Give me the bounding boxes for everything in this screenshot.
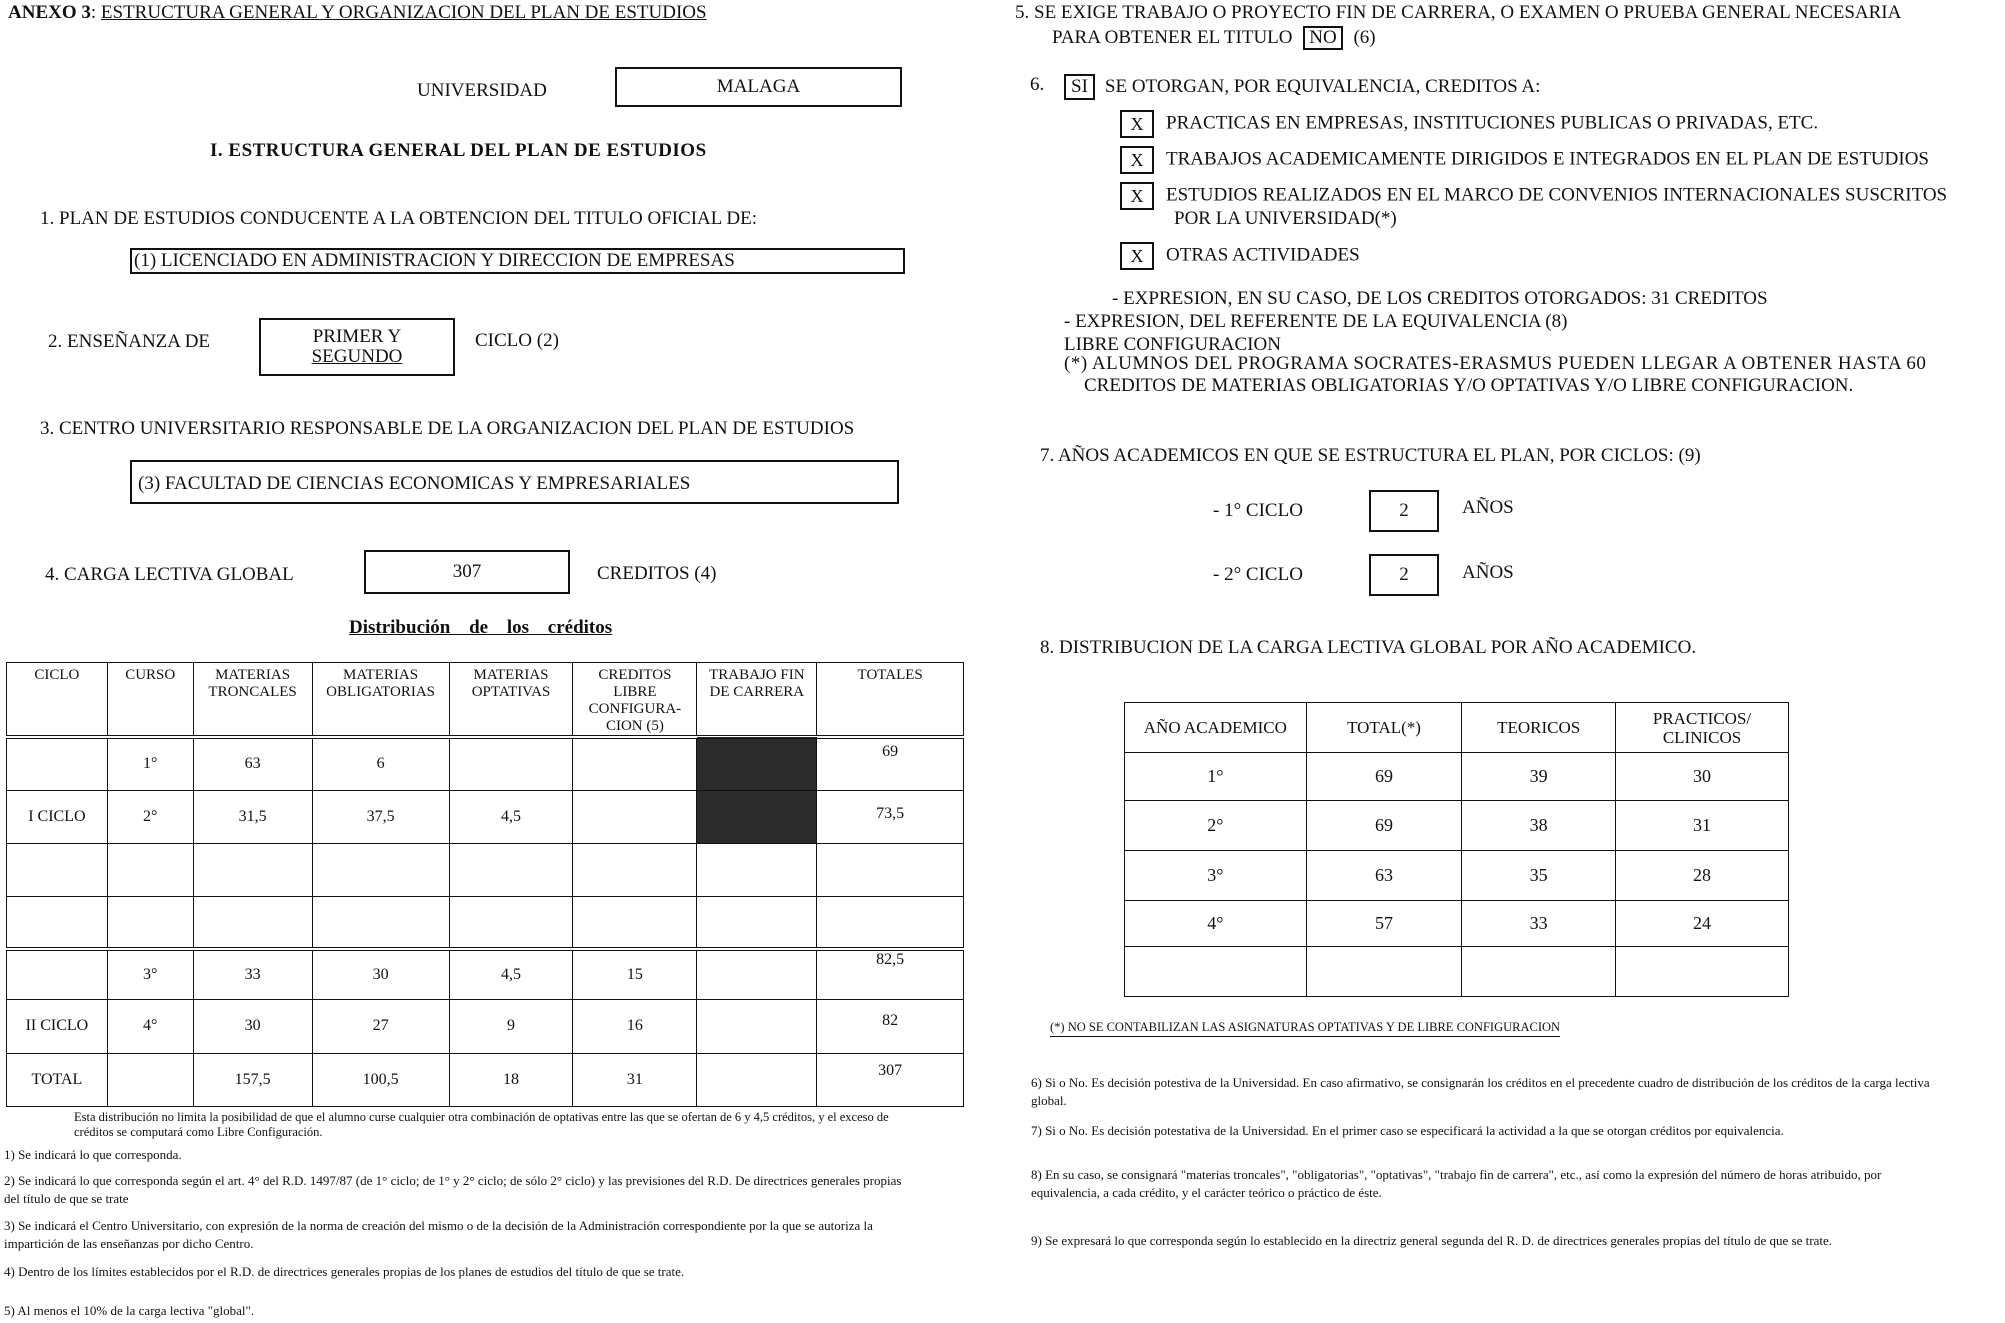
- q5-answer-box: NO: [1303, 26, 1342, 50]
- q8-cell-teoricos: 39: [1462, 753, 1616, 801]
- q8-cell-teoricos: 35: [1462, 851, 1616, 901]
- cell-ciclo: II CICLO: [7, 999, 108, 1053]
- q8-cell-total: 57: [1306, 901, 1462, 947]
- right-footnote-8: 8) En su caso, se consignará "materias troncales", "obligatorias", "optativas", "trabajo fin de carrera", etc., así como la expresión del número de horas atribuido, por equivalencia, a cada crédito, y el carácter teórico o práctico de éste.: [1031, 1167, 1882, 1200]
- cell-totales: 82,5: [817, 949, 964, 999]
- q7-cycle2-suffix: AÑOS: [1462, 562, 1514, 583]
- cell-obligatorias: [312, 843, 449, 896]
- q8-note: (*) NO SE CONTABILIZAN LAS ASIGNATURAS OPTATIVAS Y DE LIBRE CONFIGURACION: [1050, 1020, 1560, 1037]
- right-footnote-6: 6) Si o No. Es decisión potestiva de la Universidad. En caso afirmativo, se consignarán los créditos en el precedente cuadro de distribución de los créditos de la carga lectiva global.: [1031, 1075, 1930, 1108]
- q6-item: [1120, 242, 1360, 270]
- cell-totales: [817, 896, 964, 949]
- q7-cycle2-label: - 2° CICLO: [1213, 564, 1303, 585]
- cell-optativas: 9: [449, 999, 573, 1053]
- q8-cell-total: [1306, 947, 1462, 997]
- left-footnote-2: 2) Se indicará lo que corresponda según el art. 4° del R.D. 1497/87 (de 1° ciclo; de 1° y 2° ciclo; de sólo 2° ciclo) y las previsiones del R.D. De directrices generales propias del título de que se trate: [4, 1173, 902, 1206]
- cell-trabajo: [697, 999, 817, 1053]
- q2-suffix: CICLO (2): [475, 330, 559, 351]
- header-troncales: MATERIAS TRONCALES: [193, 663, 312, 738]
- table-row: [7, 737, 964, 790]
- cell-curso: 2°: [107, 790, 193, 843]
- header-trabajo-fin: TRABAJO FIN DE CARRERA: [697, 663, 817, 738]
- q6-item: [1120, 182, 1947, 210]
- cell-totales: 73,5: [817, 790, 964, 843]
- university-label: UNIVERSIDAD: [417, 80, 547, 101]
- q8-header-practicos: PRACTICOS/ CLINICOS: [1616, 703, 1789, 753]
- q8-cell-practicos: 31: [1616, 801, 1789, 851]
- q5-suffix: (6): [1353, 27, 1376, 48]
- q2-cycle-field: [259, 318, 455, 376]
- table-row: [7, 843, 964, 896]
- cell-ciclo: [7, 737, 108, 790]
- q8-cell-anio: 2°: [1125, 801, 1307, 851]
- q6-answer-box: SI: [1064, 74, 1095, 100]
- q7-cycle1-label: - 1° CICLO: [1213, 500, 1303, 521]
- table-row: [7, 999, 964, 1053]
- q8-header-teoricos: TEORICOS: [1462, 703, 1616, 753]
- cell-optativas: [449, 737, 573, 790]
- cell-ciclo: I CICLO: [7, 790, 108, 843]
- cell-libre: [573, 896, 697, 949]
- q8-row: [1125, 901, 1789, 947]
- cell-trabajo-shaded: [697, 790, 817, 843]
- left-footnote-3: 3) Se indicará el Centro Universitario, con expresión de la norma de creación del mismo o de la decisión de la Administración correspondiente por la que se autoriza la impartición de las enseñanzas por dicho Centro.: [4, 1218, 873, 1251]
- q7-cycle2-field: 2: [1369, 554, 1439, 596]
- cell-curso: [107, 843, 193, 896]
- cell-obligatorias: 100,5: [312, 1053, 449, 1106]
- q6-number: 6.: [1030, 74, 1045, 95]
- cell-obligatorias: 30: [312, 949, 449, 999]
- q7-label: 7. AÑOS ACADEMICOS EN QUE SE ESTRUCTURA EL PLAN, POR CICLOS: (9): [1040, 445, 1701, 466]
- q8-cell-practicos: 28: [1616, 851, 1789, 901]
- right-footnote-7: 7) Si o No. Es decisión potestativa de la Universidad. En el primer caso se especificará la actividad a la que se otorgan créditos por equivalencia.: [1031, 1123, 1784, 1138]
- q4-suffix: CREDITOS (4): [597, 563, 717, 584]
- header-libre-configuracion: CREDITOS LIBRE CONFIGURA-CION (5): [573, 663, 697, 738]
- q3-label: 3. CENTRO UNIVERSITARIO RESPONSABLE DE LA ORGANIZACION DEL PLAN DE ESTUDIOS: [40, 418, 855, 439]
- expr-referente: - EXPRESION, DEL REFERENTE DE LA EQUIVALENCIA (8): [1064, 311, 1568, 332]
- cell-ciclo: [7, 949, 108, 999]
- q8-row: [1125, 851, 1789, 901]
- q2-label: 2. ENSEÑANZA DE: [48, 331, 211, 352]
- annex-title: ESTRUCTURA GENERAL Y ORGANIZACION DEL PLAN DE ESTUDIOS: [100, 2, 707, 23]
- table-row: [7, 896, 964, 949]
- cell-libre: [573, 843, 697, 896]
- left-footnote-1: 1) Se indicará lo que corresponda.: [4, 1147, 182, 1162]
- checkbox-x: X: [1120, 110, 1154, 138]
- cell-curso: 4°: [107, 999, 193, 1053]
- q8-row: [1125, 753, 1789, 801]
- q8-header-total: TOTAL(*): [1306, 703, 1462, 753]
- q6-item: [1120, 146, 1929, 174]
- q6-label: SE OTORGAN, POR EQUIVALENCIA, CREDITOS A:: [1104, 76, 1541, 97]
- cell-totales: 82: [817, 999, 964, 1053]
- cell-totales: 307: [817, 1053, 964, 1106]
- cell-optativas: 4,5: [449, 949, 573, 999]
- q6-item-text: OTRAS ACTIVIDADES: [1166, 244, 1360, 266]
- q8-cell-anio: 4°: [1125, 901, 1307, 947]
- cell-ciclo: [7, 896, 108, 949]
- cell-trabajo: [697, 896, 817, 949]
- erasmus-note-2: CREDITOS DE MATERIAS OBLIGATORIAS Y/O OPTATIVAS Y/O LIBRE CONFIGURACION.: [1084, 375, 1854, 396]
- cell-obligatorias: 27: [312, 999, 449, 1053]
- checkbox-x: X: [1120, 242, 1154, 270]
- cell-obligatorias: [312, 896, 449, 949]
- cell-obligatorias: 6: [312, 737, 449, 790]
- q8-cell-total: 63: [1306, 851, 1462, 901]
- q8-cell-total: 69: [1306, 753, 1462, 801]
- cell-troncales: 157,5: [193, 1053, 312, 1106]
- q6-item-text: TRABAJOS ACADEMICAMENTE DIRIGIDOS E INTEGRADOS EN EL PLAN DE ESTUDIOS: [1166, 148, 1929, 170]
- q6-line: [1064, 74, 1540, 100]
- q8-cell-anio: [1125, 947, 1307, 997]
- q3-centre-field: (3) FACULTAD DE CIENCIAS ECONOMICAS Y EMPRESARIALES: [130, 460, 899, 504]
- cell-trabajo: [697, 843, 817, 896]
- cell-troncales: 63: [193, 737, 312, 790]
- cell-trabajo: [697, 949, 817, 999]
- q5-line1: 5. SE EXIGE TRABAJO O PROYECTO FIN DE CARRERA, O EXAMEN O PRUEBA GENERAL NECESARIA: [1015, 2, 1902, 23]
- q6-item-text: PRACTICAS EN EMPRESAS, INSTITUCIONES PUBLICAS O PRIVADAS, ETC.: [1166, 112, 1819, 134]
- academic-year-table: [1124, 702, 1789, 997]
- cell-optativas: [449, 843, 573, 896]
- q8-header-row: [1125, 703, 1789, 753]
- cell-obligatorias: 37,5: [312, 790, 449, 843]
- q6-item-text: ESTUDIOS REALIZADOS EN EL MARCO DE CONVENIOS INTERNACIONALES SUSCRITOS: [1166, 184, 1948, 206]
- table-row: [7, 949, 964, 999]
- q7-cycle1-suffix: AÑOS: [1462, 497, 1514, 518]
- q8-row: [1125, 947, 1789, 997]
- cell-ciclo: TOTAL: [7, 1053, 108, 1106]
- q7-cycle1-field: 2: [1369, 490, 1439, 532]
- cell-optativas: [449, 896, 573, 949]
- cell-trabajo: [697, 1053, 817, 1106]
- credits-distribution-table: [6, 662, 964, 1107]
- cell-curso: [107, 896, 193, 949]
- checkbox-x: X: [1120, 182, 1154, 210]
- q2-value-line2: SEGUNDO: [311, 346, 403, 367]
- erasmus-note-1: (*) ALUMNOS DEL PROGRAMA SOCRATES-ERASMUS PUEDEN LLEGAR A OBTENER HASTA 60: [1064, 353, 1927, 374]
- q6-item: [1120, 110, 1818, 138]
- header-ciclo: CICLO: [7, 663, 108, 738]
- q6-item-text-cont: POR LA UNIVERSIDAD(*): [1174, 208, 1397, 229]
- q5-label: PARA OBTENER EL TITULO: [1052, 27, 1293, 48]
- q8-cell-teoricos: 38: [1462, 801, 1616, 851]
- cell-optativas: 18: [449, 1053, 573, 1106]
- cell-troncales: [193, 896, 312, 949]
- q8-cell-teoricos: 33: [1462, 901, 1616, 947]
- q4-credits-field: 307: [364, 550, 570, 594]
- cell-libre: 16: [573, 999, 697, 1053]
- annex-heading: ANEXO 3: ESTRUCTURA GENERAL Y ORGANIZACION DEL PLAN DE ESTUDIOS: [8, 2, 707, 23]
- expr-libre: LIBRE CONFIGURACION: [1064, 334, 1281, 355]
- cell-curso: 3°: [107, 949, 193, 999]
- annex-label: ANEXO 3: [8, 2, 91, 23]
- section-title: I. ESTRUCTURA GENERAL DEL PLAN DE ESTUDIOS: [210, 140, 707, 161]
- q8-cell-practicos: 30: [1616, 753, 1789, 801]
- cell-curso: [107, 1053, 193, 1106]
- expr-credits: - EXPRESION, EN SU CASO, DE LOS CREDITOS OTORGADOS: 31 CREDITOS: [1112, 288, 1768, 309]
- university-field: MALAGA: [615, 67, 902, 107]
- cell-optativas: 4,5: [449, 790, 573, 843]
- credits-table-title: Distribución de los créditos: [349, 617, 613, 638]
- q5-line2: [1052, 26, 1376, 50]
- header-obligatorias: MATERIAS OBLIGATORIAS: [312, 663, 449, 738]
- cell-troncales: [193, 843, 312, 896]
- right-footnote-9: 9) Se expresará lo que corresponda según lo establecido en la directriz general segunda del R. D. de directrices generales propias del título de que se trate.: [1031, 1233, 1832, 1248]
- q2-value-line1: PRIMER Y: [312, 326, 402, 347]
- q1-title-field: (1) LICENCIADO EN ADMINISTRACION Y DIRECCION DE EMPRESAS: [130, 248, 905, 274]
- cell-libre: 31: [573, 1053, 697, 1106]
- checkbox-x: X: [1120, 146, 1154, 174]
- cell-troncales: 31,5: [193, 790, 312, 843]
- q8-header-anio: AÑO ACADEMICO: [1125, 703, 1307, 753]
- table-row: [7, 790, 964, 843]
- q8-row: [1125, 801, 1789, 851]
- q8-cell-practicos: [1616, 947, 1789, 997]
- cell-libre: [573, 790, 697, 843]
- cell-troncales: 33: [193, 949, 312, 999]
- table-note: Esta distribución no limita la posibilidad de que el alumno curse cualquier otra combinación de optativas entre las que se ofertan de 6 y 4,5 créditos, y el exceso de créditos se computará como Libre Configuración.: [74, 1110, 889, 1139]
- header-totales: TOTALES: [817, 663, 964, 738]
- cell-troncales: 30: [193, 999, 312, 1053]
- q1-label: 1. PLAN DE ESTUDIOS CONDUCENTE A LA OBTENCION DEL TITULO OFICIAL DE:: [40, 208, 758, 229]
- q8-cell-teoricos: [1462, 947, 1616, 997]
- q4-label: 4. CARGA LECTIVA GLOBAL: [45, 564, 294, 585]
- table-row-total: [7, 1053, 964, 1106]
- cell-ciclo: [7, 843, 108, 896]
- left-footnote-5: 5) Al menos el 10% de la carga lectiva "global".: [4, 1303, 255, 1318]
- q8-cell-anio: 1°: [1125, 753, 1307, 801]
- cell-curso: 1°: [107, 737, 193, 790]
- cell-trabajo-shaded: [697, 737, 817, 790]
- header-curso: CURSO: [107, 663, 193, 738]
- q8-cell-anio: 3°: [1125, 851, 1307, 901]
- cell-totales: 69: [817, 737, 964, 790]
- q8-cell-total: 69: [1306, 801, 1462, 851]
- q8-label: 8. DISTRIBUCION DE LA CARGA LECTIVA GLOBAL POR AÑO ACADEMICO.: [1040, 637, 1697, 658]
- table-header-row: [7, 663, 964, 738]
- header-optativas: MATERIAS OPTATIVAS: [449, 663, 573, 738]
- q8-cell-practicos: 24: [1616, 901, 1789, 947]
- cell-libre: [573, 737, 697, 790]
- cell-totales: [817, 843, 964, 896]
- left-footnote-4: 4) Dentro de los límites establecidos por el R.D. de directrices generales propias de los planes de estudios del título de que se trate.: [4, 1264, 685, 1279]
- cell-libre: 15: [573, 949, 697, 999]
